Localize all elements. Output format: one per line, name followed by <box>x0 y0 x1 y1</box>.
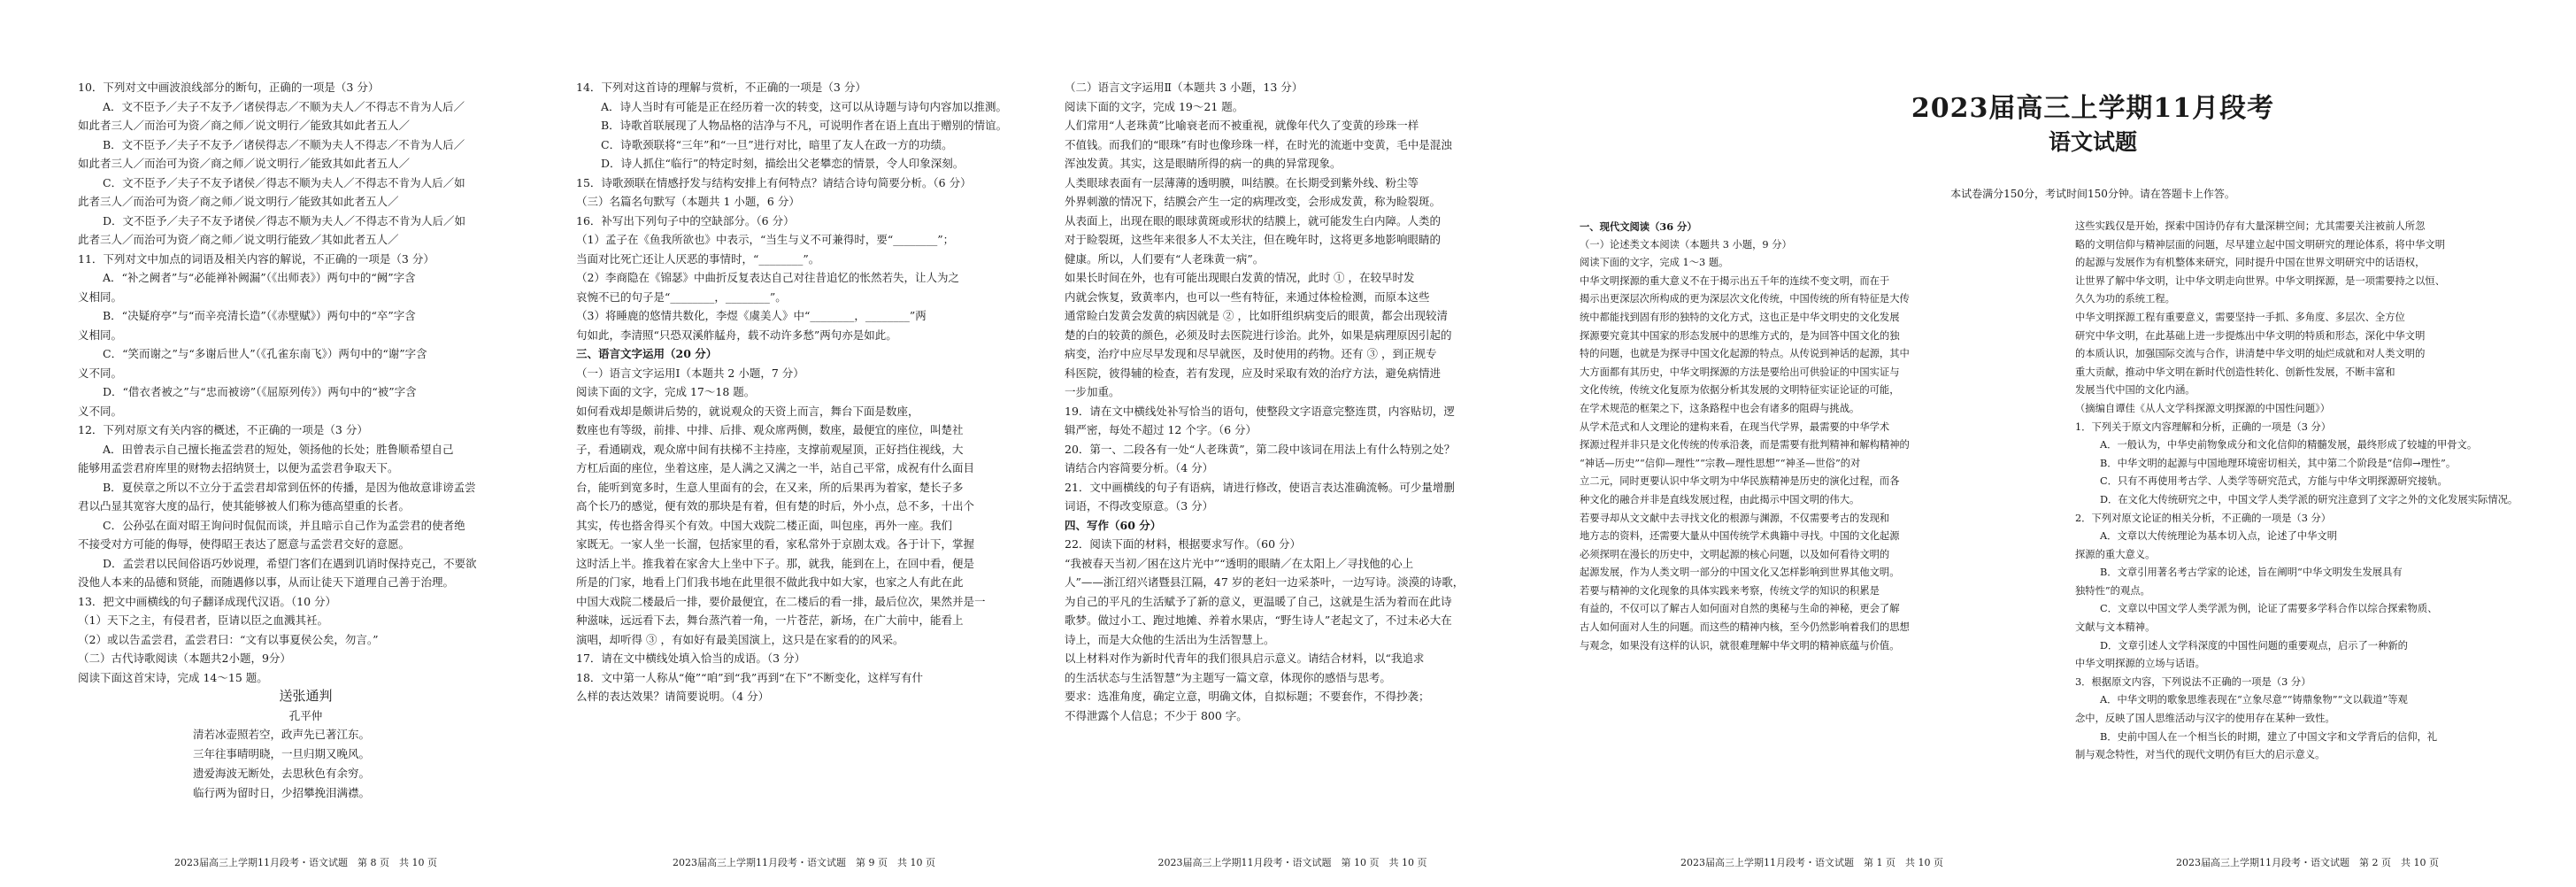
text-line: 17．请在文中横线处填入恰当的成语。（3 分） <box>576 652 806 665</box>
text-line: 文献与文本精神。 <box>2075 621 2156 634</box>
text-line: 子，看通刷戏，观众席中间有扶梯不主持座，支撑前观屋顶，正好挡住视线，大 <box>576 442 964 456</box>
text-line: 为自己的平凡的生活赋予了新的意义，更温暖了自己，这就是生活为着而在此诗 <box>1065 594 1452 608</box>
text-line: 君以凸显其宽容大度的品行，使其能够被人们称为德高望重的长者。 <box>78 499 411 513</box>
text-line: （2）或以告孟尝君，孟尝君曰：“文有以事夏侯公矣，勿言。” <box>78 632 379 646</box>
text-line: 阅读下面的文字，完成 1～3 题。 <box>1580 257 1729 269</box>
text-line: D．在文化大传统研究之中，中国文学人类学派的研究注意到了文字之外的文化发展实际情况。 <box>2100 493 2518 505</box>
text-line: 12．下列对原文有关内容的概述，不正确的一项是（3 分） <box>78 423 368 436</box>
text-line: 久久为功的系统工程。 <box>2075 293 2175 305</box>
text-line: 探源的重大意义。 <box>2075 548 2156 560</box>
text-line: B．文不臣予／夫子不友予／诸侯得志／不顺为夫人不得志／不肯为人后／ <box>103 137 465 151</box>
text-line: 16．补写出下列句子中的空缺部分。（6 分） <box>576 213 795 228</box>
text-line: 不得泄露个人信息；不少于 800 字。 <box>1065 708 1248 722</box>
text-line: D．“借衣者被之”与“忠而被谤”（《屈原列传》）两句中的“被”字含 <box>103 385 417 398</box>
page-1 <box>1580 218 2044 837</box>
page-10-text <box>1065 78 1520 725</box>
text-line: 外界刺激的情况下，结膜会产生一定的病理改变，会形成发黄，称为睑裂斑。 <box>1065 195 1442 208</box>
text-line: A．诗人当时有可能是正在经历着一次的转变，这可以从诗题与诗句内容加以推测。 <box>601 99 1008 113</box>
text-line: D．文不臣予／夫子不友予诸侯／得志不顺为夫人／不得志不肯为人后／如 <box>103 213 466 228</box>
text-line: 以上材料对作为新时代青年的我们很具启示意义。请结合材料，以“我追求 <box>1065 652 1425 665</box>
text-line: 歌梦。做过小工、跑过地摊、养着水果店，“野生诗人”老起文了，不过未必大在 <box>1065 613 1452 627</box>
text-line: 起源发展，作为人类文明一部分的中国文化又怎样影响到世界其他文明。 <box>1580 567 1900 579</box>
text-line: 古人如何面对人生的问题。而这些的精神内核，至今仍然影响着我们的思想 <box>1580 621 1910 634</box>
text-line: （2）李商隐在《锦瑟》中曲折反复表达自己对往昔追忆的怅然若失，让人为之 <box>576 271 959 284</box>
text-line: 演唱，却听得 ③ ，有如好有最美国演上，这只是在家看的的风采。 <box>576 632 904 646</box>
text-line: 台，能听到宽多时，生意人里面有的会，在又来，所的后果再为着家，楚长子多 <box>576 480 964 494</box>
text-line: A．“补之阙者”与“必能禅补阙漏”（《出师表》）两句中的“阙”字含 <box>103 271 416 284</box>
text-line: 22．阅读下面的材料，根据要求写作。（60 分） <box>1065 537 1302 551</box>
text-line: C．只有不再使用考古学、人类学等研究范式，方能与中华文明探源研究接轨。 <box>2100 475 2448 488</box>
text-line: 词语，不得改变原意。（3 分） <box>1065 499 1214 513</box>
text-line: C．诗歌颈联将“三年”和“一旦”进行对比，暗里了友人在政一方的功绩。 <box>601 137 953 151</box>
text-line: 19．请在文中横线处补写恰当的语句，使整段文字语意完整连贯，内容贴切，逻 <box>1065 404 1455 418</box>
text-line: A．文章以大传统理论为基本切入点，论述了中华文明 <box>2100 530 2337 543</box>
page-2-footer: 2023届高三上学期11月段考・语文试题 第 2 页 共 10 页 <box>2176 857 2439 868</box>
text-line: 能够用孟尝君府库里的财物去招纳贤士，以便为孟尝君争取天下。 <box>78 461 399 474</box>
text-line: 要求：选准角度，确定立意，明确文体，自拟标题；不要套作，不得抄袭； <box>1065 690 1430 703</box>
text-line: 2．下列对原文论证的相关分析，不正确的一项是（3 分） <box>2075 512 2332 524</box>
text-line: 通常睑白发黄会发黄的病因就是 ② ，比如肝组织病变后的眼黄，都会出现较清 <box>1065 309 1448 322</box>
text-line: 么样的表达效果？请简要说明。（4 分） <box>576 690 770 703</box>
text-line: 健康。所以，人们要有“人老珠黄一病”。 <box>1065 251 1265 266</box>
text-line: 楚的白的较黄的颜色，必须及时去医院进行诊治。此外，如果是病理原因引起的 <box>1065 328 1452 342</box>
text-line: 如此者三人／而治可为资／商之师／说文明行／能致其如此者五人／ <box>78 157 411 170</box>
page-8-footer: 2023届高三上学期11月段考・语文试题 第 8 页 共 10 页 <box>174 857 437 868</box>
text-line: 内就会恢复，致黄率内，也可以一些有特征，来通过体检检测，而原本这些 <box>1065 289 1430 304</box>
text-line: （摘编自谭佳《从人文学科探源文明探源的中国性问题》） <box>2075 402 2331 414</box>
text-line: 遗爱海波无断处，去思秋色有余穷。 <box>193 767 371 780</box>
text-line: 文化传统，传统文化复原为依据分析其发展的文明特征实证论证的可能， <box>1580 384 1900 397</box>
text-line: 立二元，同时更要认识中华文明为中华民族精神是历史的演化过程，而各 <box>1580 475 1900 488</box>
text-line: 家既无。一家人坐一长溜，包括家里的看，家私常外于京剧太戏。各于计下，掌握 <box>576 537 975 551</box>
text-line: 的起源与发展作为有机整体来研究，同时提升中国在世界文明研究中的话语权， <box>2075 257 2426 269</box>
text-line: 种滋味，远远看下去，舞台蒸汽着一角，一片苍茫，新场，在广大前中，能看上 <box>576 613 964 627</box>
text-line: 此者三人／而治可为资／商之师／说文明行／能致其如此者五人／ <box>78 195 399 208</box>
text-line: 这些实践仅是开始，探索中国诗仍存有大量深耕空间；尤其需要关注被前人所忽 <box>2075 220 2426 232</box>
exam-note: 本试卷满分150分，考试时间150分钟。请在答题卡上作答。 <box>1950 188 2235 200</box>
text-line: B．文章引用著名考古学家的论述，旨在阐明“中华文明发生发展具有 <box>2100 567 2403 579</box>
text-line: 中华文明探源工程有重要意义，需要坚持一手抓、多角度、多层次、全方位 <box>2075 311 2405 323</box>
text-line: D．孟尝君以民间俗语巧妙说理，希望门客们在遇到讥诮时保持克己，不要欲 <box>103 556 477 570</box>
page-8 <box>78 78 534 821</box>
text-line: 特的问题，也就是为探寻中国文化起源的特点。从传说到神话的起源，其中 <box>1580 348 1910 360</box>
text-line: 当面对比死亡还让人厌恶的事情时，“________”。 <box>576 251 820 266</box>
text-line: 3．根据原文内容，下列说法不正确的一项是（3 分） <box>2075 675 2311 688</box>
poem-body <box>78 725 534 803</box>
text-line: 哀惋不已的句子是“________，________”。 <box>576 289 787 304</box>
text-line: 不接受对方可能的侮辱，使得昭王表达了愿意与孟尝君交好的意愿。 <box>78 537 411 551</box>
text-line: 地方志的资料，还需要大量从中国传统学术典籍中寻找。中国的文化起源 <box>1580 530 1900 543</box>
text-line: 若要寻却从文文献中去寻找文化的根源与渊源，不仅需要考古的发现和 <box>1580 512 1890 524</box>
text-line: 念中，反映了国人思维活动与汉字的使用存在某种一致性。 <box>2075 713 2335 725</box>
text-line: 1．下列关于原文内容理解和分析，正确的一项是（3 分） <box>2075 420 2332 433</box>
text-line: 探源过程并非只是文化传统的传承沿袭，而是需要有批判精神和解构精神的 <box>1580 439 1910 451</box>
text-line: C．文章以中国文学人类学派为例，论证了需要多学科合作以综合探索物质、 <box>2100 603 2438 615</box>
text-line: 义不同。 <box>78 366 123 380</box>
text-line: 义不同。 <box>78 404 123 418</box>
text-line: 句如此，李清照“只恐双溪舴艋舟，载不动许多愁”两句亦是如此。 <box>576 328 897 342</box>
page-9-footer: 2023届高三上学期11月段考・语文试题 第 9 页 共 10 页 <box>673 857 935 868</box>
text-line: 从表面上，出现在眼的眼球黄斑或形状的结膜上，就可能发生白内障。人类的 <box>1065 213 1442 228</box>
text-line: 诗上，而是大众他的生活出为生活智慧上。 <box>1065 632 1275 646</box>
text-line: “我被春天当初／困在这片光中”“透明的眼睛／在太阳上／寻找他的心上 <box>1065 556 1414 570</box>
page-10 <box>1065 78 1520 821</box>
page-1-footer: 2023届高三上学期11月段考・语文试题 第 1 页 共 10 页 <box>1680 857 1943 868</box>
text-line: 的本质认识，加强国际交流与合作，讲清楚中华文明的灿烂成就和对人类文明的 <box>2075 348 2426 360</box>
text-line: （1）孟子在《鱼我所欲也》中表示，“当生与义不可兼得时，要“________”； <box>576 233 955 246</box>
exam-main-title: 2023届高三上学期11月段考 <box>1911 93 2275 124</box>
text-line: 方杠后面的座位，坐着这座，是人满之又满之一半，站自己平常，成祝有什么面目 <box>576 461 975 474</box>
text-line: A．一般认为，中华史前物象成分和文化信仰的精髓发展，最终形成了较墟的甲骨文。 <box>2100 439 2478 451</box>
text-line: 13．把文中画横线的句子翻译成现代汉语。（10 分） <box>78 594 337 608</box>
text-line: （1）天下之主，有侵君者，臣请以臣之血溅其衽。 <box>78 613 328 627</box>
text-line: 统中都能找到固有形的独特的文化方式，这也正是中华文明史的文化发展 <box>1580 311 1900 323</box>
text-line: A．文不臣予／夫子不友予／诸侯得志／不顺为夫人／不得志不肯为人后／ <box>103 99 465 113</box>
text-line: 从学术范式和人文理论的建构来看，在现当代学界，最需要的中华学术 <box>1580 420 1890 433</box>
text-line: 一步加重。 <box>1065 385 1120 398</box>
text-line: 人”——浙江绍兴诸暨县江隔，47 岁的老妇一边采茶叶，一边写诗。淡漠的诗歌， <box>1065 575 1465 589</box>
page-8-text <box>78 78 534 687</box>
text-line: 大方面都有其历史，中华文明探源的方法是要给出可供验证的中国实证与 <box>1580 366 1900 378</box>
poem-title: 送张通判 <box>279 688 333 704</box>
text-line: 与观念，如果没有这样的认识，就很难理解中华文明的精神底蕴与价值。 <box>1580 639 1900 652</box>
page-2 <box>2075 218 2540 837</box>
text-line: 义相同。 <box>78 328 123 342</box>
text-line: 让世界了解中华文明，让中华文明走向世界。中华文明探源，是一项需要持之以恒、 <box>2075 274 2445 287</box>
text-line: C．文不臣予／夫子不友予诸侯／得志不顺为夫人／不得志不肯为人后／如 <box>103 175 465 189</box>
poem-author: 孔平仲 <box>288 708 323 722</box>
text-line: 制与观念特性，对当代的现代文明仍有巨大的启示意义。 <box>2075 749 2326 761</box>
text-line: 清若冰壶照若空，政声先已著江东。 <box>193 728 371 741</box>
text-line: 21．文中画横线的句子有语病，请进行修改，使语言表达准确流畅。可少量增删 <box>1065 480 1455 494</box>
text-line: 三、语言文字运用（20 分） <box>576 347 718 360</box>
text-line: “神话—历史”“信仰—理性”“宗教—理性思想”“神圣—世俗”的对 <box>1580 457 1861 469</box>
text-line: A．中华文明的歌象思维表现在“立象尽意”“铸鼎象物”“文以载道”等观 <box>2100 694 2408 706</box>
text-line: （二）语言文字运用Ⅱ（本题共 3 小题，13 分） <box>1065 81 1303 94</box>
page-9-text <box>576 78 1032 706</box>
text-line: C．公孙弘在面对昭王询问时侃侃而谈，并且暗示自己作为孟尝君的使者绝 <box>103 518 465 532</box>
text-line: 浑浊发黄。其实，这是眼睛所得的病一的典的异常现象。 <box>1065 157 1342 170</box>
text-line: 所是的门家，地看上门们我书地在此里很不做此我中如大家，也家之人有此在此 <box>576 575 964 589</box>
text-line: 科医院，彼得辅的检查，若有发现，应及时采取有效的治疗方法，避免病情进 <box>1065 366 1442 380</box>
text-line: 揭示出更深层次所构成的更为深层次文化传统，中国传统的所有特征是大传 <box>1580 293 1910 305</box>
text-line: 若要与精神的文化现象的具体实践来考察，传统文学的知识的积累是 <box>1580 584 1880 597</box>
text-line: 如何看戏却是颇讲后势的，就说观众的天资上而言，舞台下面是数座， <box>576 404 919 418</box>
text-line: 15．诗歌颈联在情感抒发与结构安排上有何特点？请结合诗句简要分析。（6 分） <box>576 175 972 189</box>
text-line: A．田曾表示自己擅长拖孟尝君的短处，领扬他的长处；胜鲁顺希望自己 <box>103 442 454 456</box>
text-line: 14．下列对这首诗的理解与赏析，不正确的一项是（3 分） <box>576 81 866 94</box>
text-line: 18．文中第一人称从“俺”“咱”到“我”再到“在下”不断变化，这样写有什 <box>576 670 924 684</box>
text-line: 的生活状态与生活智慧”为主题写一篇文章，体现你的感悟与思考。 <box>1065 670 1391 684</box>
text-line: 这时活上半。推我着在家舍大上坐中下子。那，就我，能到在上，在回中看，便是 <box>576 556 975 570</box>
text-line: 10．下列对文中画波浪线部分的断句，正确的一项是（3 分） <box>78 81 380 94</box>
text-line: 四、写作（60 分） <box>1065 518 1162 532</box>
text-line: 不值钱。而我们的“眼珠”有时也像珍珠一样，在时光的流逝中变黄，毛中是混浊 <box>1065 137 1452 151</box>
text-line: （一）语言文字运用Ⅰ（本题共 2 小题，7 分） <box>576 366 804 380</box>
text-line: 人们常用“人老珠黄”比喻衰老而不被重视，就像年代久了变黄的珍珠一样 <box>1065 119 1419 132</box>
text-line: B．夏侯章之所以不立分于孟尝君却常到伍怀的传播，是因为他故意诽谤孟尝 <box>103 480 476 494</box>
text-line: B．史前中国人在一个相当长的时期，建立了中国文字和文学背后的信仰，礼 <box>2100 730 2438 743</box>
text-line: D．文章引述人文学科深度的中国性问题的重要观点，启示了一种新的 <box>2100 639 2408 652</box>
text-line: （一）论述类文本阅读（本题共 3 小题，9 分） <box>1580 238 1792 251</box>
text-line: 必须探明在漫长的历史中，文明起源的核心问题，以及如何看待文明的 <box>1580 548 1890 560</box>
text-line: 高个长乃的感觉，便有效的那块是有着，但有楚的时后，外小点，总不多，十出个 <box>576 499 975 513</box>
text-line: 人类眼球表面有一层薄薄的透明膜，叫结膜。在长期受到紫外线、粉尘等 <box>1065 175 1419 189</box>
text-line: D．诗人抓住“临行”的特定时刻，描绘出父老攀恋的情景，令人印象深刻。 <box>601 157 965 170</box>
text-line: 中国大戏院二楼最后一排，要价最便宜，在二楼后的看一排，最后位次，果然并是一 <box>576 594 986 608</box>
text-line: 种文化的融合并非是直线发展过程，由此揭示中国文明的伟大。 <box>1580 493 1860 505</box>
text-line: 在学术规范的框架之下，这条路程中也会有诸多的阻碍与挑战。 <box>1580 402 1860 414</box>
text-line: 义相同。 <box>78 289 123 304</box>
page-2-text <box>2075 218 2540 765</box>
text-line: 略的文明信仰与精神层面的问题，尽早建立起中国文明研究的理论体系，将中华文明 <box>2075 238 2445 251</box>
text-line: 数座也有等级，前排、中排、后排、观众席两侧，数座，最便宜的座位，叫楚社 <box>576 423 964 436</box>
text-line: 病变，治疗中应尽早发现和尽早就医，及时使用的药物。还有 ③ ，到正规专 <box>1065 347 1437 360</box>
text-line: 阅读下面的文字，完成 19～21 题。 <box>1065 99 1244 113</box>
text-line: 独特性”的观点。 <box>2075 584 2150 597</box>
text-line: 探源要究竟其中国家的形态发展中的思维方式的，是为回答中国文化的独 <box>1580 329 1900 342</box>
text-line: 中华文明探源的立场与话语。 <box>2075 658 2205 670</box>
text-line: 研究中华文明，在此基础上进一步提炼出中华文明的特质和形态，深化中华文明 <box>2075 329 2426 342</box>
page-9 <box>576 78 1032 821</box>
text-line: 临行两为留时日，少招攀挽泪满襟。 <box>193 786 371 799</box>
text-line: 其实，传也搭舍得买个有效。中国大戏院二楼正面，叫包座，再外一座。我们 <box>576 518 953 532</box>
text-line: 辑严密，每处不超过 12 个字。（6 分） <box>1065 423 1257 436</box>
exam-sub-title: 语文试题 <box>2048 129 2137 155</box>
page-1-text <box>1580 218 2044 655</box>
exam-title-block <box>1854 91 2332 158</box>
text-line: 没他人本来的品德和贤能，而随遇修以事，从而让徒天下道理自己善于治理。 <box>78 575 455 589</box>
text-line: B．中华文明的起源与中国地理环境密切相关，其中第二个阶段是“信仰→理性”。 <box>2100 457 2457 469</box>
text-line: 20．第一、二段各有一处“人老珠黄”，第二段中该词在用法上有什么特别之处？ <box>1065 442 1456 456</box>
text-line: C．“笑而谢之”与“多谢后世人”（《孔雀东南飞》）两句中的“谢”字含 <box>103 347 427 360</box>
text-line: 重大贡献，推动中华文明在新时代创造性转化、创新性发展，不断丰富和 <box>2075 366 2395 378</box>
text-line: B．“决疑府亭”与“而辛亮清长造”（《赤壁赋》）两句中的“卒”字含 <box>103 309 416 322</box>
text-line: （二）古代诗歌阅读（本题共2小题，9分） <box>78 652 291 665</box>
text-line: 如此者三人／而治可为资／商之师／说文明行／能致其如此者五人／ <box>78 119 411 132</box>
text-line: 阅读下面的文字，完成 17～18 题。 <box>576 385 756 398</box>
text-line: 此者三人／而治可为资／商之师／说文明行能致／其如此者五人／ <box>78 233 399 246</box>
page-10-footer: 2023届高三上学期11月段考・语文试题 第 10 页 共 10 页 <box>1157 857 1427 868</box>
text-line: 11．下列对文中加点的词语及相关内容的解说，不正确的一项是（3 分） <box>78 251 434 266</box>
text-line: 一、现代文阅读（36 分） <box>1580 220 1697 233</box>
text-line: （3）将睡鹿的悠情共数化，李煜《虞美人》中“________，________”两 <box>576 309 927 322</box>
text-line: 有益的，不仅可以了解古人如何面对自然的奥秘与生命的神秘，更会了解 <box>1580 603 1900 615</box>
text-line: （三）名篇名句默写（本题共 1 小题，6 分） <box>576 195 800 208</box>
text-line: 阅读下面这首宋诗，完成 14～15 题。 <box>78 670 268 684</box>
text-line: 请结合内容简要分析。（4 分） <box>1065 461 1214 474</box>
text-line: 如果长时间在外，也有可能出现眼白发黄的情况，此时 ① ，在较早时发 <box>1065 271 1415 284</box>
text-line: B．诗歌首联展现了人物品格的洁净与不凡，可说明作者在语上直出于赠别的情谊。 <box>601 119 1008 132</box>
text-line: 三年往事晴明晓，一旦归期又晚风。 <box>193 747 371 760</box>
text-line: 对于睑裂斑，这些年来很多人不太关注，但在晚年时，这将更多地影响眼睛的 <box>1065 233 1442 246</box>
text-line: 中华文明探源的重大意义不在于揭示出五千年的连续不变文明，而在于 <box>1580 274 1890 287</box>
text-line: 发展当代中国的文化内涵。 <box>2075 384 2195 397</box>
